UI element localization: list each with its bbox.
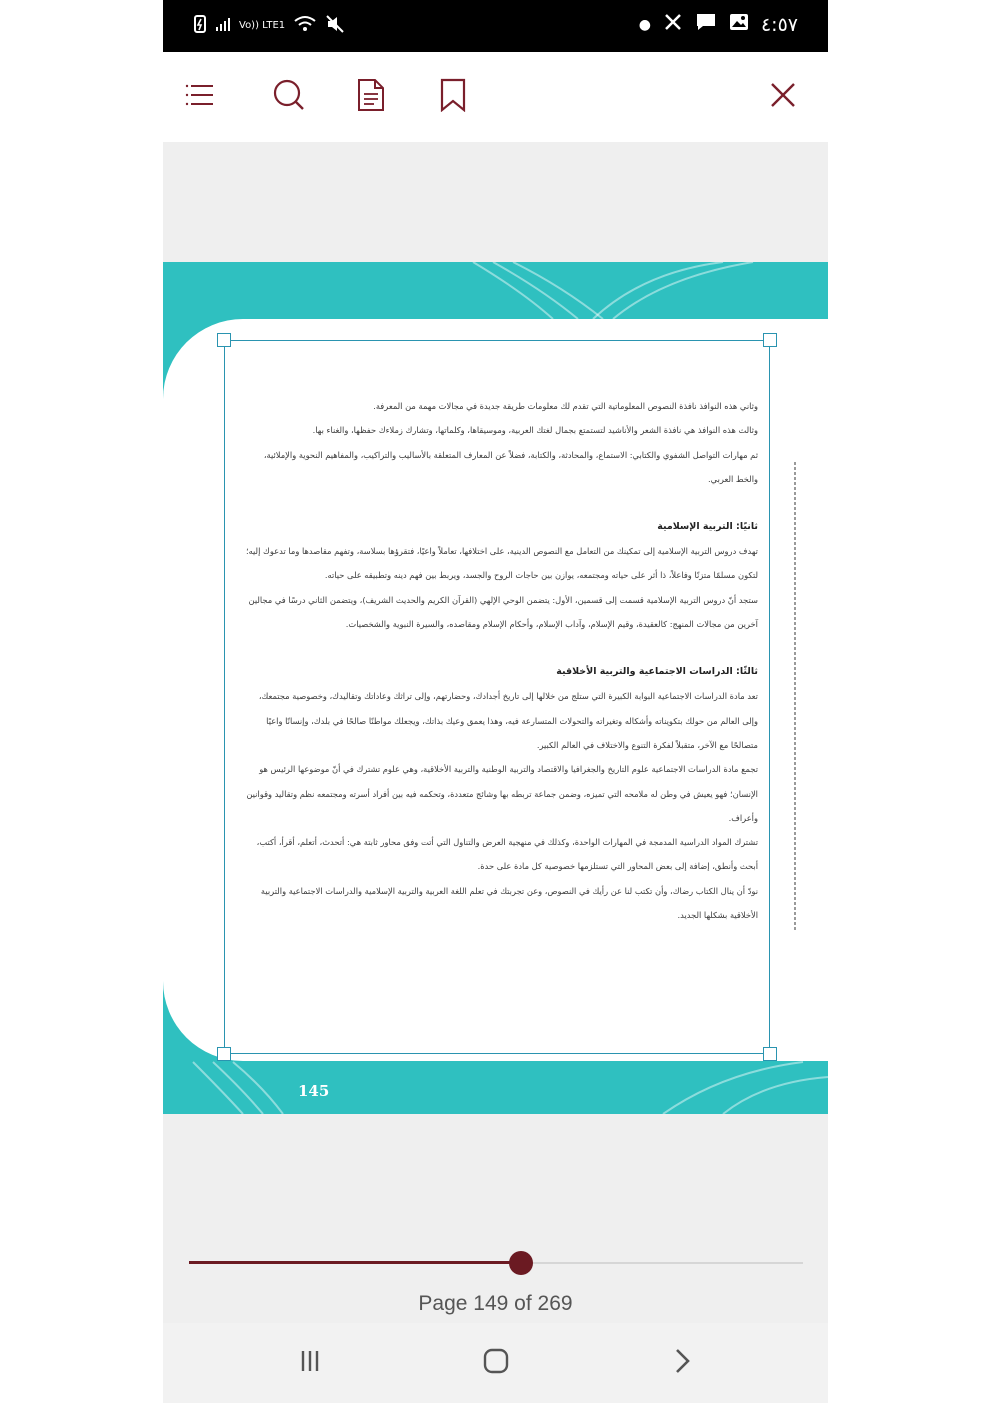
dot-icon: ● — [638, 16, 651, 33]
page-slider[interactable] — [189, 1254, 803, 1272]
document-button[interactable] — [348, 74, 394, 120]
reader-toolbar — [163, 52, 828, 142]
page-indicator: Page 149 of 269 — [418, 1292, 573, 1315]
paragraph: تجمع مادة الدراسات الاجتماعية علوم التاريخ والجغرافيا والاقتصاد والتربية الوطنية والتربية الأخلاقية، وهي علوم تشترك في أنّ موضوعها الرئيس هو الإنسان؛ فهو يعيش في وطن له ملامحه التي تميزه، وضمن جماعة تربطه بها وشائج متعددة، وتحكمه فيه بين أفراد أسرته ومجتمعه نظم وتقاليد وقوانين وأعراف. — [246, 764, 758, 823]
paragraph: تهدف دروس التربية الإسلامية إلى تمكينك من التعامل مع النصوص الدينية، على اختلافها، تعاملاً واعيًا، فتقرؤها بسلاسة، وتفهم مقاصدها وما تدعوك إليه؛ لتكون مسلمًا متزنًا وفاعلاً، ذا أثر على حياته ومجتمعه، يوازن بين حاجات الروح والجسد، ويربط بين فهم دينه وتطبيقه على حياته. — [245, 546, 758, 581]
document-icon — [354, 78, 388, 116]
side-margin-note — [791, 462, 799, 932]
bookmark-button[interactable] — [430, 74, 476, 120]
back-button[interactable] — [662, 1343, 702, 1383]
paragraph: ستجد أنّ دروس التربية الإسلامية قسمت إلى قسمين، الأول: يتضمن الوحي الإلهي (القرآن الكريم والحديث الشريف)، ويتضمن الثاني درسًا في مجالين آخرين من مجالات المنهج: كالعقيدة، وقيم الإسلام، وآداب الإسلام، وأحكام الإسلام ومقاصده، والسيرة النبوية والشخصيات. — [248, 594, 758, 630]
battery-charging-icon — [193, 14, 207, 38]
menu-button[interactable] — [177, 74, 223, 120]
paragraph: وثالث هذه النوافذ هي نافذة الشعر والأناشيد لتستمتع بجمال لغتك العربية، وموسيقاها، وكلماتها، وتشارك زملاءك حفظها، والغناء بها. — [312, 425, 758, 436]
missed-call-icon — [663, 12, 683, 37]
frame-corner — [217, 1047, 231, 1061]
gallery-icon — [729, 12, 749, 37]
paragraph: تشترك المواد الدراسية المدمجة في المهارات الواحدة، وكذلك في منهجية العرض والتناول التي أتت وفق محاور ثابتة هي: أتحدث، أتعلم، أقرأ، أكتب، أبحث وأنطق، إضافة إلى بعض المحاور التي تستلزمها خصوصية كل مادة على حدة. — [256, 837, 758, 872]
system-nav-bar — [163, 1323, 828, 1403]
wifi-icon — [293, 15, 317, 37]
section-heading: ثانيًا: التربية الإسلامية — [657, 521, 758, 533]
status-bar — [163, 0, 828, 52]
slider-thumb[interactable] — [509, 1251, 533, 1275]
clock: ٤:٥٧ — [760, 13, 798, 36]
mute-icon — [325, 15, 345, 37]
paragraph: تعد مادة الدراسات الاجتماعية البوابة الكبيرة التي ستلج من خلالها إلى تاريخ أجدادك، وحضارتهم، وإلى تراثك وعاداتك وتقاليدك، وخصوصية مجتمعك، وإلى العالم من حولك بتكويناته وأشكاله وتغيراته والتحولات المتسارعة فيه، وهذا يعمق وعيك بذاتك، ويجعلك مواطنًا صالحًا في بلدك، وإنسانًا واعيًا متصالحًا مع الآخر، متقبلاً لفكرة التنوع والاختلاف في العالم الكبير. — [258, 691, 758, 750]
frame-corner — [763, 1047, 777, 1061]
close-icon — [766, 78, 800, 116]
status-right — [639, 12, 798, 37]
signal-icon — [215, 16, 231, 36]
home-icon — [481, 1346, 511, 1380]
network-label: Vo)) LTE1 — [239, 20, 286, 31]
phone-screen — [163, 0, 828, 1403]
page-number: 145 — [298, 1082, 330, 1100]
page-content — [243, 394, 758, 927]
recent-apps-button[interactable] — [290, 1343, 330, 1383]
search-button[interactable] — [266, 74, 312, 120]
status-left — [193, 14, 345, 38]
frame-corner — [217, 333, 231, 347]
book-page[interactable] — [163, 262, 828, 1114]
message-icon — [695, 12, 717, 37]
menu-icon — [183, 78, 217, 116]
slider-progress — [189, 1261, 521, 1264]
frame-corner — [763, 333, 777, 347]
paragraph: وثاني هذه النوافذ نافذة النصوص المعلوماتية التي تقدم لك معلومات طريقة جديدة في مجالات مهمة من المعرفة. — [373, 401, 758, 411]
section-heading: ثالثًا: الدراسات الاجتماعية والتربية الأخلاقية — [556, 666, 758, 678]
close-button[interactable] — [760, 74, 806, 120]
paragraph: نودّ أن ينال الكتاب رضاك، وأن تكتب لنا عن رأيك في النصوص، وعن تجربتك في تعلم اللغة العربية والتربية الإسلامية والدراسات الاجتماعية والتربية الأخلاقية بشكلها الجديد. — [260, 885, 758, 921]
back-icon — [667, 1346, 697, 1380]
recent-apps-icon — [295, 1346, 325, 1380]
bookmark-icon — [436, 78, 470, 116]
paragraph: ثم مهارات التواصل الشفوي والكتابي: الاستماع، والمحادثة، والكتابة، فضلاً عن المعارف المتعلقة بالأساليب والتراكيب، والمفاهيم النحوية والإملائية، والخط العربي. — [263, 449, 758, 484]
search-icon — [272, 78, 306, 116]
home-button[interactable] — [476, 1343, 516, 1383]
